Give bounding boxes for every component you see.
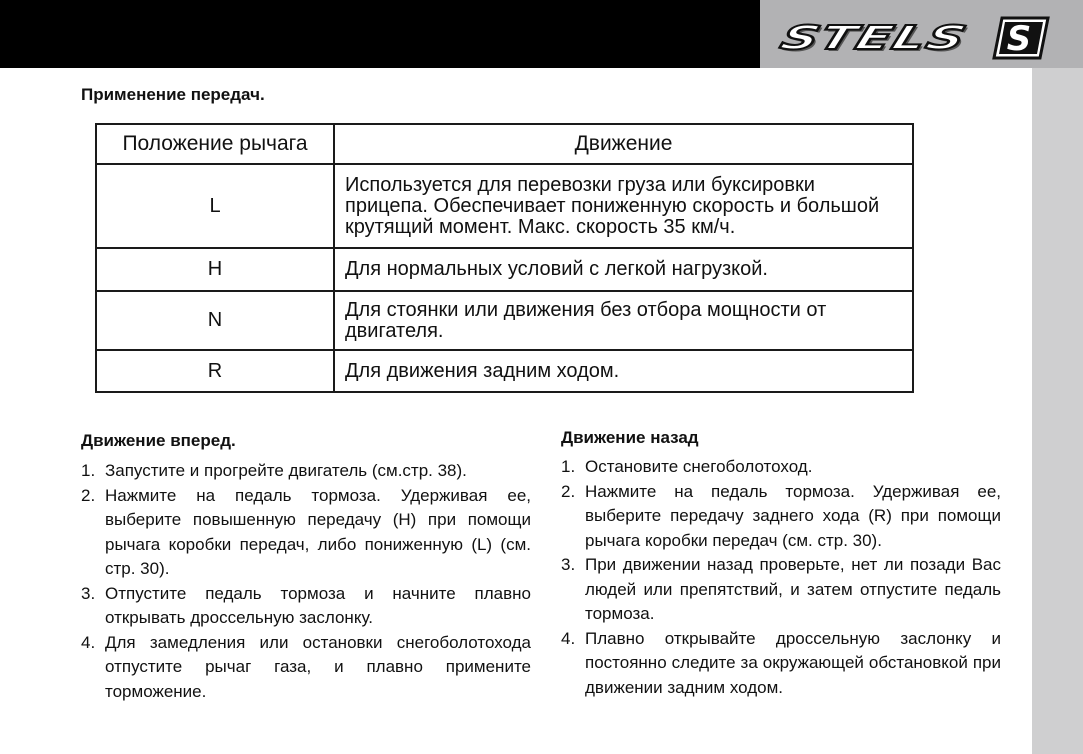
header-movement: Движение: [334, 124, 913, 164]
gear-description: Для движения задним ходом.: [334, 350, 913, 392]
gear-position: N: [96, 291, 334, 350]
logo-badge-icon: [992, 16, 1052, 60]
forward-steps: [81, 459, 531, 704]
step-number: 4.: [81, 632, 96, 652]
list-item: [561, 480, 1001, 554]
logo-badge-letter: S: [1006, 19, 1032, 59]
logo-wordmark: STELS: [775, 18, 973, 57]
gear-table-header: [96, 124, 913, 164]
step-number: 1.: [561, 457, 576, 476]
gear-description: Для нормальных условий с легкой нагрузкой.: [334, 248, 913, 291]
step-number: 1.: [81, 461, 96, 480]
step-text: Отпустите педаль тормоза и начните плавно открывать дроссельную заслонку.: [105, 583, 531, 627]
gear-description: Для стоянки или движения без отбора мощности от двигателя.: [334, 291, 913, 350]
page-side-strip: [1032, 68, 1083, 754]
list-item: [561, 455, 1001, 480]
reverse-steps: [561, 455, 1001, 700]
step-number: 2.: [561, 481, 576, 501]
stels-logo: [775, 13, 1057, 63]
page-title: Применение передач.: [81, 85, 265, 104]
list-item: [81, 631, 531, 705]
step-text: Плавно открывайте дроссельную заслонку и постоянно следите за окружающей обстановкой при движении задним ходом.: [585, 628, 1001, 697]
step-text: Нажмите на педаль тормоза. Удерживая ее, выберите передачу заднего хода (R) при помощи рычага коробки передач (см. стр. 30).: [585, 481, 1001, 550]
list-item: [561, 627, 1001, 701]
gear-description: Используется для перевозки груза или буксировки прицепа. Обеспечивает пониженную скорость и большой крутящий момент. Макс. скорость 35 км/ч.: [334, 164, 913, 248]
step-text: Нажмите на педаль тормоза. Удерживая ее, выберите повышенную передачу (H) при помощи рычага коробки передач, либо пониженную (L) (см. стр. 30).: [105, 485, 531, 578]
step-number: 3.: [81, 583, 96, 603]
gear-position: L: [96, 164, 334, 248]
forward-title: Движение вперед.: [81, 431, 236, 450]
reverse-title: Движение назад: [561, 428, 699, 447]
gear-table: [95, 123, 914, 393]
header-lever-position: Положение рычага: [96, 124, 334, 164]
list-item: [561, 553, 1001, 627]
step-text: Для замедления или остановки снегоболотохода отпустите рычаг газа, и плавно примените торможение.: [105, 632, 531, 701]
table-row: [96, 291, 913, 350]
gear-position: R: [96, 350, 334, 392]
step-number: 2.: [81, 485, 96, 505]
list-item: [81, 459, 531, 484]
step-number: 4.: [561, 628, 576, 648]
table-row: [96, 350, 913, 392]
gear-position: H: [96, 248, 334, 291]
list-item: [81, 582, 531, 631]
step-text: При движении назад проверьте, нет ли позади Вас людей или препятствий, и затем отпустите педаль тормоза.: [585, 555, 1001, 623]
step-number: 3.: [561, 555, 576, 574]
step-text: Запустите и прогрейте двигатель (см.стр. 38).: [105, 461, 467, 480]
list-item: [81, 484, 531, 582]
table-row: [96, 164, 913, 248]
table-row: [96, 248, 913, 291]
header-bar: [0, 0, 760, 68]
step-text: Остановите снегоболотоход.: [585, 457, 813, 476]
